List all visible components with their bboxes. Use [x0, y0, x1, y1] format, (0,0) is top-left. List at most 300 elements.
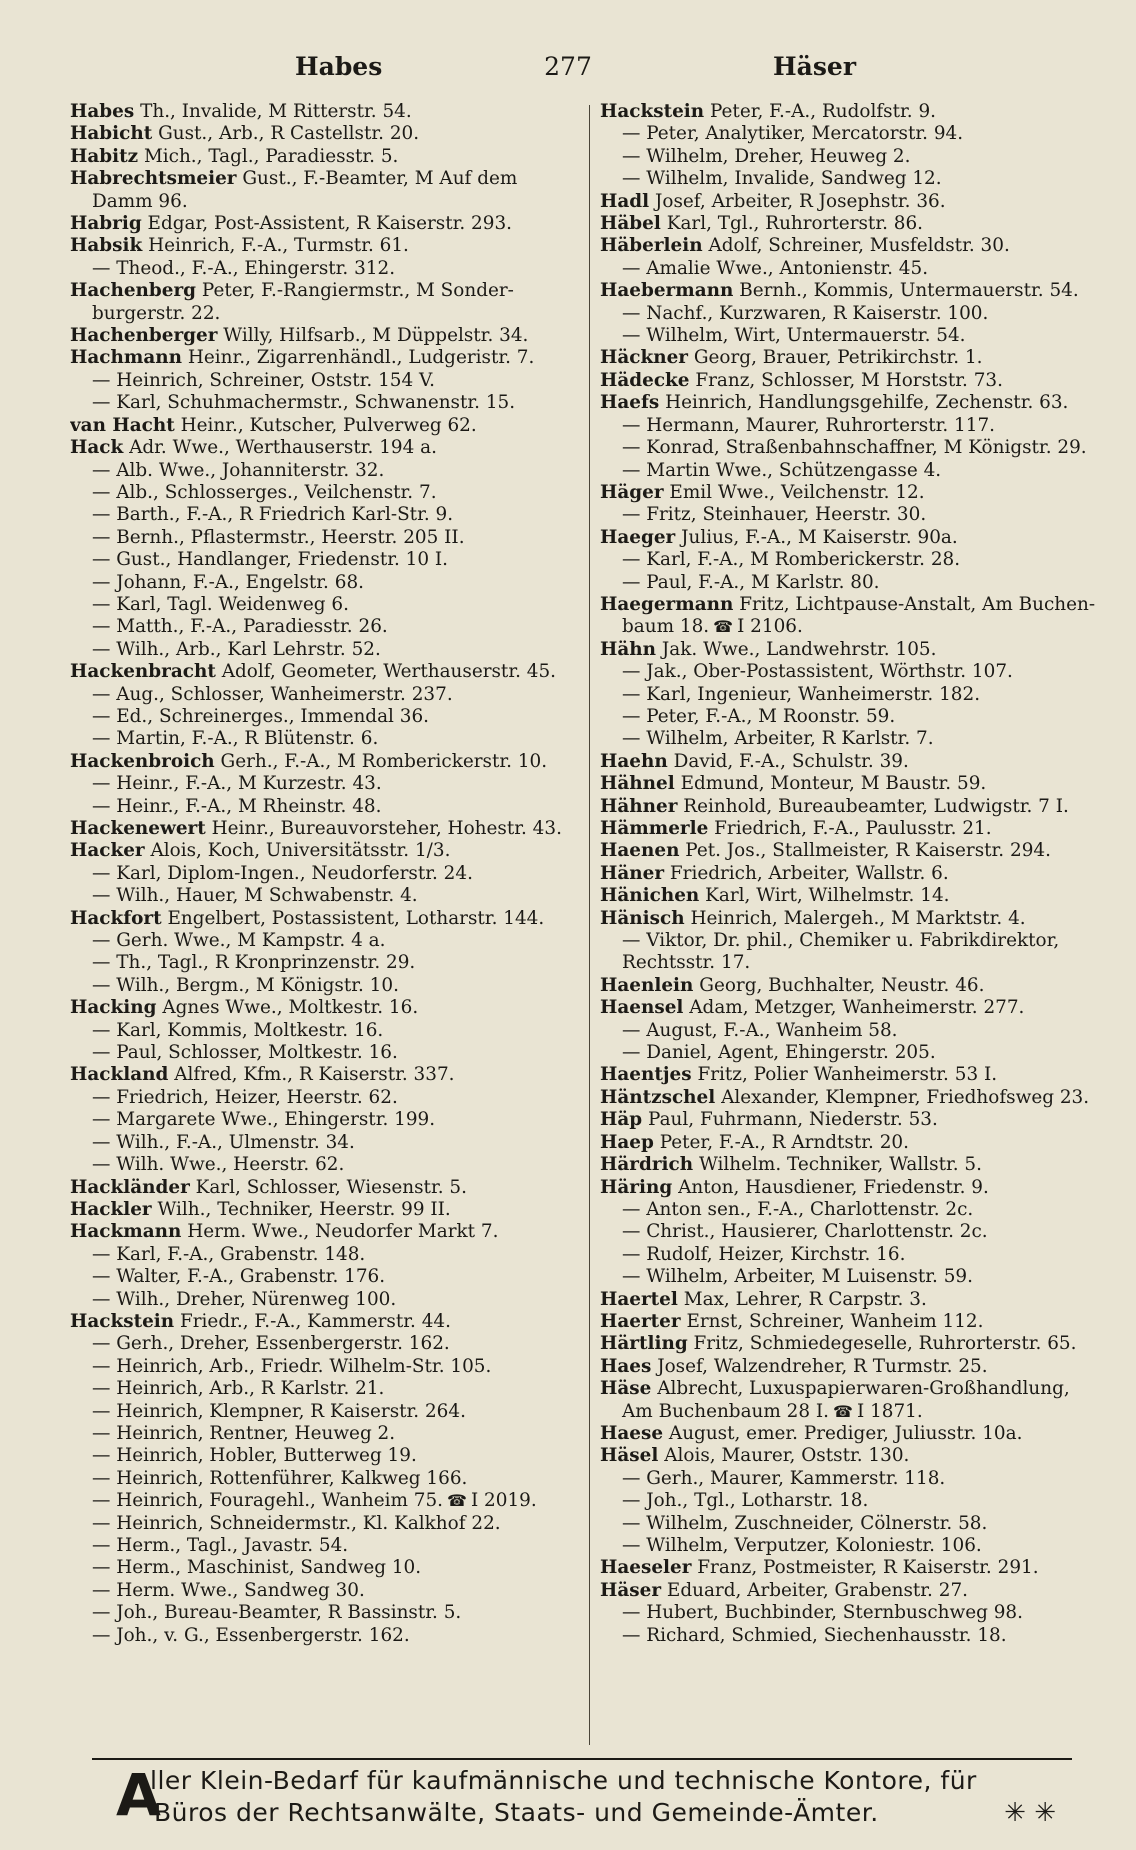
entry-details: Gust., F.-Beamter, M Auf dem — [242, 168, 518, 190]
entry-details: Franz, Schlosser, M Horststr. 73. — [695, 369, 1003, 391]
entry-details: Albrecht, Luxuspapierwaren-Großhandlung, — [657, 1378, 1070, 1400]
directory-entry — [600, 1513, 1098, 1535]
directory-entry — [600, 437, 1098, 459]
entry-details: Engelbert, Postassistent, Lotharstr. 144. — [167, 907, 545, 929]
entry-surname: Habitz — [70, 145, 139, 167]
entry-details: — Bernh., Pflastermstr., Heerstr. 205 II. — [92, 526, 465, 548]
entry-surname: Hädecke — [600, 369, 690, 391]
entry-surname: Hacking — [70, 997, 157, 1019]
directory-entry — [70, 325, 568, 347]
directory-entry — [70, 1602, 568, 1624]
entry-details: — Nachf., Kurzwaren, R Kaiserstr. 100. — [622, 302, 989, 324]
entry-details: Karl, Schlosser, Wiesenstr. 5. — [195, 1176, 467, 1198]
entry-details: — Walter, F.-A., Grabenstr. 176. — [92, 1266, 386, 1288]
entry-details: August, emer. Prediger, Juliusstr. 10a. — [668, 1422, 1023, 1444]
directory-entry — [600, 1020, 1098, 1042]
entry-details: — Fritz, Steinhauer, Heerstr. 30. — [622, 504, 927, 526]
entry-surname: Häberlein — [600, 235, 703, 257]
directory-entry — [600, 1064, 1098, 1086]
entry-details: — Anton sen., F.-A., Charlottenstr. 2c. — [622, 1198, 974, 1220]
directory-entry — [600, 1333, 1098, 1355]
entry-details: — Margarete Wwe., Ehingerstr. 199. — [92, 1109, 436, 1131]
directory-entry — [600, 415, 1098, 437]
directory-entry — [70, 1132, 568, 1154]
directory-entry — [70, 258, 568, 280]
directory-entry — [70, 1311, 568, 1333]
entry-details: Pet. Jos., Stallmeister, R Kaiserstr. 294. — [685, 840, 1051, 862]
directory-entry — [600, 1109, 1098, 1131]
entry-surname: Häner — [600, 862, 665, 884]
entry-details: Josef, Walzendreher, R Turmstr. 25. — [657, 1355, 988, 1377]
directory-entry — [70, 168, 568, 190]
entry-details: Anton, Hausdiener, Friedenstr. 9. — [678, 1176, 989, 1198]
entry-details: — Hubert, Buchbinder, Sternbuschweg 98. — [622, 1602, 1023, 1624]
directory-entry — [70, 527, 568, 549]
entry-details: — Amalie Wwe., Antonienstr. 45. — [622, 257, 929, 279]
entry-surname: Haebermann — [600, 280, 734, 302]
telephone-icon: ☎ — [447, 1491, 467, 1511]
entry-details: Herm. Wwe., Neudorfer Markt 7. — [187, 1221, 499, 1243]
directory-entry — [70, 1064, 568, 1086]
entry-details: — Johann, F.-A., Engelstr. 68. — [92, 571, 364, 593]
directory-entry — [600, 168, 1098, 190]
entry-details: Agnes Wwe., Moltkestr. 16. — [162, 997, 419, 1019]
directory-entry — [600, 1602, 1098, 1624]
directory-entry — [600, 1177, 1098, 1199]
phone-number: I 1871. — [856, 1400, 923, 1422]
directory-entry — [70, 751, 568, 773]
directory-entry — [600, 1289, 1098, 1311]
entry-details: David, F.-A., Schulstr. 39. — [673, 750, 909, 772]
directory-entry — [70, 1199, 568, 1221]
entry-surname: Haefs — [600, 392, 660, 414]
directory-entry — [70, 482, 568, 504]
entry-details: — Karl, F.-A., M Romberickerstr. 28. — [622, 549, 961, 571]
directory-entry — [600, 1625, 1098, 1647]
entry-details: — Joh., Tgl., Lotharstr. 18. — [622, 1490, 869, 1512]
entry-surname: Haes — [600, 1355, 652, 1377]
entry-surname: Haese — [600, 1422, 664, 1444]
entry-details: — Daniel, Agent, Ehingerstr. 205. — [622, 1042, 936, 1064]
entry-surname: Hackmann — [70, 1221, 182, 1243]
entry-details: — Th., Tagl., R Kronprinzenstr. 29. — [92, 952, 416, 974]
entry-details: Josef, Arbeiter, R Josephstr. 36. — [655, 190, 946, 212]
entry-surname: Haertel — [600, 1288, 678, 1310]
entry-surname: Hackländer — [70, 1176, 190, 1198]
entry-details: — Peter, Analytiker, Mercatorstr. 94. — [622, 123, 964, 145]
directory-entry — [600, 1445, 1098, 1467]
entry-surname: Hack — [70, 437, 124, 459]
entry-surname: Habicht — [70, 123, 153, 145]
entry-details: — Heinrich, Schneidermstr., Kl. Kalkhof 22. — [92, 1512, 501, 1534]
entry-details: — Heinrich, Arb., Friedr. Wilhelm-Str. 105. — [92, 1355, 492, 1377]
entry-details: — Jak., Ober-Postassistent, Wörthstr. 107. — [622, 661, 1013, 683]
directory-entry — [70, 594, 568, 616]
entry-surname: Hackfort — [70, 907, 162, 929]
directory-entry — [70, 1289, 568, 1311]
entry-surname: Häse — [600, 1378, 652, 1400]
entry-details: — Martin, F.-A., R Blütenstr. 6. — [92, 728, 379, 750]
phone-number: I 2106. — [737, 616, 803, 638]
directory-entry — [600, 280, 1098, 302]
directory-entry — [70, 1244, 568, 1266]
entry-details: — Viktor, Dr. phil., Chemiker u. Fabrikdirektor, — [622, 930, 1060, 952]
entry-details: Peter, F.-A., Rudolfstr. 9. — [710, 101, 936, 122]
entry-details: — Paul, F.-A., M Karlstr. 80. — [622, 571, 880, 593]
entry-details: — Karl, Diplom-Ingen., Neudorferstr. 24. — [92, 862, 473, 884]
entry-details: — Wilhelm, Invalide, Sandweg 12. — [622, 168, 942, 190]
entry-details: Wilhelm. Techniker, Wallstr. 5. — [698, 1154, 982, 1176]
directory-entry — [600, 258, 1098, 280]
entry-surname: Haeseler — [600, 1557, 692, 1579]
ad-line-2: Büros der Rechtsanwälte, Staats- und Gemeinde-Ämter. — [154, 1798, 879, 1827]
directory-entry — [600, 325, 1098, 347]
entry-details: — Aug., Schlosser, Wanheimerstr. 237. — [92, 683, 453, 705]
entry-details: Karl, Tgl., Ruhrorterstr. 86. — [666, 213, 924, 235]
entry-details: — Martin Wwe., Schützengasse 4. — [622, 459, 942, 481]
directory-entry — [600, 751, 1098, 773]
entry-details: — Heinrich, Klempner, R Kaiserstr. 264. — [92, 1400, 466, 1422]
directory-entry — [70, 1020, 568, 1042]
directory-entry — [600, 885, 1098, 907]
entry-details: Georg, Buchhalter, Neustr. 46. — [699, 974, 985, 996]
entry-details: Fritz, Schmiedegeselle, Ruhrorterstr. 65. — [693, 1333, 1077, 1355]
entry-details: Alois, Koch, Universitätsstr. 1/3. — [150, 840, 451, 862]
directory-entry — [600, 1154, 1098, 1176]
entry-details: — Hermann, Maurer, Ruhrorterstr. 117. — [622, 414, 996, 436]
directory-entry — [600, 840, 1098, 862]
directory-entry — [600, 997, 1098, 1019]
directory-entry — [70, 661, 568, 683]
entry-details: Friedr., F.-A., Kammerstr. 44. — [180, 1310, 451, 1332]
entry-details: Heinrich, F.-A., Turmstr. 61. — [148, 235, 409, 257]
directory-entry — [600, 392, 1098, 414]
directory-entry — [70, 1535, 568, 1557]
entry-details: — Heinrich, Arb., R Karlstr. 21. — [92, 1378, 385, 1400]
entry-surname: Haentjes — [600, 1064, 692, 1086]
entry-surname: Haehn — [600, 750, 668, 772]
entry-details: — Wilh., Arb., Karl Lehrstr. 52. — [92, 638, 381, 660]
directory-entry — [70, 504, 568, 526]
entry-surname: Härtling — [600, 1333, 688, 1355]
directory-entry — [600, 773, 1098, 795]
entry-details: — Gerh., Maurer, Kammerstr. 118. — [622, 1467, 946, 1489]
entry-surname: Hackenewert — [70, 818, 206, 839]
directory-entry — [600, 796, 1098, 818]
entry-details: — Karl, Ingenieur, Wanheimerstr. 182. — [622, 683, 981, 705]
directory-entry — [70, 1042, 568, 1064]
directory-entry — [70, 840, 568, 862]
directory-entry — [70, 1513, 568, 1535]
entry-details: — Heinrich, Fouragehl., Wanheim 75. — [92, 1490, 443, 1512]
entry-details: Ernst, Schreiner, Wanheim 112. — [686, 1310, 984, 1332]
entry-surname: Hänichen — [600, 885, 700, 907]
advertisement — [92, 1758, 1072, 1828]
entry-details: Emil Wwe., Veilchenstr. 12. — [669, 481, 925, 503]
entry-details: — Joh., v. G., Essenbergerstr. 162. — [92, 1624, 410, 1646]
entry-details: Julius, F.-A., M Kaiserstr. 90a. — [681, 526, 958, 548]
directory-entry — [70, 146, 568, 168]
entry-details: Rechtsstr. 17. — [622, 952, 751, 974]
directory-entry — [70, 639, 568, 661]
page-number: 277 — [544, 52, 592, 81]
entry-details: Edmund, Monteur, M Baustr. 59. — [680, 773, 987, 795]
entry-details: — Heinr., F.-A., M Rheinstr. 48. — [92, 795, 382, 817]
entry-details: — Rudolf, Heizer, Kirchstr. 16. — [622, 1243, 906, 1265]
entry-surname: Hackstein — [600, 101, 705, 122]
directory-entry — [600, 347, 1098, 369]
directory-entry — [70, 616, 568, 638]
entry-surname: Hähner — [600, 795, 678, 817]
entry-details: Peter, F.-A., R Arndtstr. 20. — [659, 1131, 909, 1153]
entry-details: Edgar, Post-Assistent, R Kaiserstr. 293. — [147, 213, 512, 235]
entry-details: — Gerh. Wwe., M Kampstr. 4 a. — [92, 930, 386, 952]
directory-entry — [70, 908, 568, 930]
entry-surname: Hänisch — [600, 907, 685, 929]
entry-surname: Hämmerle — [600, 818, 709, 839]
directory-entry — [600, 639, 1098, 661]
entry-details: — Wilh., Dreher, Nürenweg 100. — [92, 1288, 397, 1310]
directory-entry — [70, 123, 568, 145]
entry-surname: Haenlein — [600, 974, 694, 996]
entry-details: — Alb., Schlosserges., Veilchenstr. 7. — [92, 481, 437, 503]
entry-surname: Haensel — [600, 997, 684, 1019]
directory-entry — [70, 773, 568, 795]
entry-details: Gerh., F.-A., M Romberickerstr. 10. — [220, 750, 548, 772]
directory-entry — [600, 594, 1098, 616]
directory-entry — [600, 191, 1098, 213]
directory-entry — [70, 1423, 568, 1445]
directory-columns — [70, 101, 1096, 1751]
directory-entry — [600, 1423, 1098, 1445]
directory-entry — [600, 303, 1098, 325]
directory-entry — [600, 1557, 1098, 1579]
entry-details: — Heinr., F.-A., M Kurzestr. 43. — [92, 773, 382, 795]
entry-surname: Hacker — [70, 840, 145, 862]
entry-details: — Alb. Wwe., Johanniterstr. 32. — [92, 459, 385, 481]
directory-entry — [70, 1625, 568, 1647]
directory-entry — [70, 1177, 568, 1199]
directory-entry — [70, 1445, 568, 1467]
directory-entry — [600, 1356, 1098, 1378]
directory-entry — [600, 235, 1098, 257]
directory-entry — [600, 908, 1098, 930]
directory-entry — [600, 1199, 1098, 1221]
entry-details: Adolf, Schreiner, Musfeldstr. 30. — [708, 235, 1010, 257]
directory-entry — [600, 101, 1098, 123]
directory-entry — [70, 885, 568, 907]
entry-details: — Heinrich, Rentner, Heuweg 2. — [92, 1422, 396, 1444]
directory-entry — [600, 1244, 1098, 1266]
entry-surname: Haegermann — [600, 593, 734, 615]
directory-entry — [70, 1580, 568, 1602]
directory-entry — [70, 370, 568, 392]
entry-details: — Herm. Wwe., Sandweg 30. — [92, 1579, 365, 1601]
directory-entry — [70, 997, 568, 1019]
entry-surname: Habes — [70, 101, 135, 122]
entry-surname: Hackenbroich — [70, 750, 215, 772]
directory-entry — [70, 818, 568, 840]
directory-entry — [70, 706, 568, 728]
directory-entry — [600, 1378, 1098, 1400]
entry-details: Jak. Wwe., Landwehrstr. 105. — [661, 638, 937, 660]
entry-details: Friedrich, F.-A., Paulusstr. 21. — [714, 818, 992, 839]
entry-details: — Karl, Tagl. Weidenweg 6. — [92, 593, 349, 615]
entry-surname: Habsik — [70, 235, 143, 257]
entry-details: Adr. Wwe., Werthauserstr. 194 a. — [129, 437, 437, 459]
entry-details: Heinr., Zigarrenhändl., Ludgeristr. 7. — [187, 347, 535, 369]
entry-details: Friedrich, Arbeiter, Wallstr. 6. — [669, 862, 949, 884]
directory-entry — [600, 146, 1098, 168]
entry-details: — Matth., F.-A., Paradiesstr. 26. — [92, 616, 388, 638]
entry-details: Th., Invalide, M Ritterstr. 54. — [140, 101, 412, 122]
entry-details: Alois, Maurer, Oststr. 130. — [664, 1445, 910, 1467]
directory-entry — [600, 123, 1098, 145]
entry-details: — Theod., F.-A., Ehingerstr. 312. — [92, 257, 396, 279]
entry-surname: Häckner — [600, 347, 688, 369]
entry-details: Damm 96. — [92, 190, 188, 212]
entry-surname: Hachenberg — [70, 280, 197, 302]
directory-entry — [600, 1580, 1098, 1602]
directory-entry — [70, 1490, 568, 1512]
entry-details: Heinrich, Malergeh., M Marktstr. 4. — [690, 907, 1026, 929]
directory-entry — [70, 437, 568, 459]
entry-surname: Hähn — [600, 638, 657, 660]
directory-entry — [70, 101, 568, 123]
directory-entry — [600, 1311, 1098, 1333]
directory-entry — [600, 1087, 1098, 1109]
entry-details: — Wilhelm, Arbeiter, R Karlstr. 7. — [622, 728, 934, 750]
entry-details: — Wilhelm, Verputzer, Koloniestr. 106. — [622, 1535, 982, 1556]
entry-details: — Heinrich, Rottenführer, Kalkweg 166. — [92, 1467, 468, 1489]
directory-entry — [70, 347, 568, 369]
ad-line-1: ller Klein-Bedarf für kaufmännische und technische Kontore, für — [150, 1766, 977, 1795]
entry-surname: Habrechtsmeier — [70, 168, 237, 190]
directory-entry — [70, 1154, 568, 1176]
entry-details: — Heinrich, Schreiner, Oststr. 154 V. — [92, 369, 435, 391]
directory-entry — [600, 1221, 1098, 1243]
directory-entry — [70, 1221, 568, 1243]
entry-details: — Wilh., Hauer, M Schwabenstr. 4. — [92, 885, 418, 907]
entry-surname: Hachenberger — [70, 325, 218, 347]
entry-details: Fritz, Polier Wanheimerstr. 53 I. — [697, 1064, 998, 1086]
telephone-icon: ☎ — [833, 1401, 853, 1421]
entry-details: — Wilh., Bergm., M Königstr. 10. — [92, 974, 399, 996]
entry-details: Peter, F.-Rangiermstr., M Sonder- — [201, 280, 514, 302]
directory-entry — [70, 1468, 568, 1490]
entry-details: Bernh., Kommis, Untermauerstr. 54. — [739, 280, 1079, 302]
entry-details: Fritz, Lichtpause-Anstalt, Am Buchen- — [739, 593, 1096, 615]
directory-entry — [600, 527, 1098, 549]
directory-entry — [70, 863, 568, 885]
entry-surname: Hackenbracht — [70, 661, 216, 683]
directory-entry — [70, 549, 568, 571]
directory-entry — [600, 1401, 1098, 1423]
ad-rule — [92, 1758, 1072, 1760]
entry-details: Wilh., Techniker, Heerstr. 99 II. — [157, 1198, 451, 1220]
directory-entry — [600, 706, 1098, 728]
directory-entry — [600, 482, 1098, 504]
entry-details: — Gust., Handlanger, Friedenstr. 10 I. — [92, 549, 449, 571]
directory-entry — [600, 1490, 1098, 1512]
entry-surname: Häbel — [600, 213, 661, 235]
entry-surname: Häring — [600, 1176, 673, 1198]
entry-details: — Karl, Kommis, Moltkestr. 16. — [92, 1019, 384, 1041]
entry-details: Alfred, Kfm., R Kaiserstr. 337. — [174, 1064, 455, 1086]
directory-entry — [600, 952, 1098, 974]
entry-details: — August, F.-A., Wanheim 58. — [622, 1019, 898, 1041]
entry-details: Eduard, Arbeiter, Grabenstr. 27. — [666, 1579, 968, 1601]
directory-entry — [600, 1132, 1098, 1154]
directory-entry — [600, 616, 1098, 638]
entry-details: Max, Lehrer, R Carpstr. 3. — [683, 1288, 927, 1310]
entry-details: Am Buchenbaum 28 I. — [622, 1400, 830, 1422]
directory-entry — [600, 1266, 1098, 1288]
directory-entry — [600, 728, 1098, 750]
entry-details: — Christ., Hausierer, Charlottenstr. 2c. — [622, 1221, 988, 1243]
directory-entry — [70, 235, 568, 257]
entry-details: — Wilh., F.-A., Ulmenstr. 34. — [92, 1131, 355, 1153]
entry-details: burgerstr. 22. — [92, 302, 221, 324]
entry-details: — Richard, Schmied, Siechenhausstr. 18. — [622, 1624, 1007, 1646]
directory-entry — [70, 1109, 568, 1131]
entry-surname: Härdrich — [600, 1154, 694, 1176]
directory-entry — [70, 191, 568, 213]
directory-entry — [70, 280, 568, 302]
directory-entry — [600, 863, 1098, 885]
entry-details: — Wilh. Wwe., Heerstr. 62. — [92, 1154, 345, 1176]
entry-surname: Haeger — [600, 526, 676, 548]
entry-details: — Peter, F.-A., M Roonstr. 59. — [622, 705, 896, 727]
ad-stars: ✳ ✳ — [1004, 1798, 1056, 1828]
directory-entry — [70, 728, 568, 750]
entry-surname: van Hacht — [70, 414, 175, 436]
directory-entry — [70, 1557, 568, 1579]
entry-surname: Habrig — [70, 213, 142, 235]
entry-details: — Paul, Schlosser, Moltkestr. 16. — [92, 1042, 398, 1064]
entry-details: Paul, Fuhrmann, Niederstr. 53. — [648, 1109, 938, 1131]
entry-details: Adolf, Geometer, Werthauserstr. 45. — [221, 661, 557, 683]
entry-details: — Friedrich, Heizer, Heerstr. 62. — [92, 1086, 398, 1108]
entry-details: — Ed., Schreinerges., Immendal 36. — [92, 705, 430, 727]
entry-details: Willy, Hilfsarb., M Düppelstr. 34. — [223, 325, 529, 347]
directory-entry — [70, 572, 568, 594]
entry-surname: Hähnel — [600, 773, 675, 795]
entry-details: — Wilhelm, Wirt, Untermauerstr. 54. — [622, 325, 966, 347]
entry-details: baum 18. — [622, 616, 710, 638]
entry-surname: Häp — [600, 1109, 643, 1131]
directory-entry — [70, 1266, 568, 1288]
entry-details: — Heinrich, Hobler, Butterweg 19. — [92, 1445, 417, 1467]
entry-details: — Herm., Maschinist, Sandweg 10. — [92, 1557, 422, 1579]
directory-entry — [70, 392, 568, 414]
entry-surname: Hackstein — [70, 1310, 175, 1332]
entry-surname: Haep — [600, 1131, 654, 1153]
entry-details: — Gerh., Dreher, Essenbergerstr. 162. — [92, 1333, 450, 1355]
entry-details: Heinr., Kutscher, Pulverweg 62. — [180, 414, 477, 436]
entry-details: Gust., Arb., R Castellstr. 20. — [158, 123, 420, 145]
entry-details: Heinr., Bureauvorsteher, Hohestr. 43. — [211, 818, 562, 839]
entry-surname: Hackler — [70, 1198, 152, 1220]
directory-entry — [70, 1087, 568, 1109]
entry-surname: Häntzschel — [600, 1086, 716, 1108]
entry-surname: Hackland — [70, 1064, 169, 1086]
entry-details: Heinrich, Handlungsgehilfe, Zechenstr. 63. — [665, 392, 1069, 414]
directory-entry — [600, 549, 1098, 571]
directory-entry — [70, 213, 568, 235]
entry-surname: Häsel — [600, 1445, 659, 1467]
entry-details: — Wilhelm, Arbeiter, M Luisenstr. 59. — [622, 1266, 973, 1288]
